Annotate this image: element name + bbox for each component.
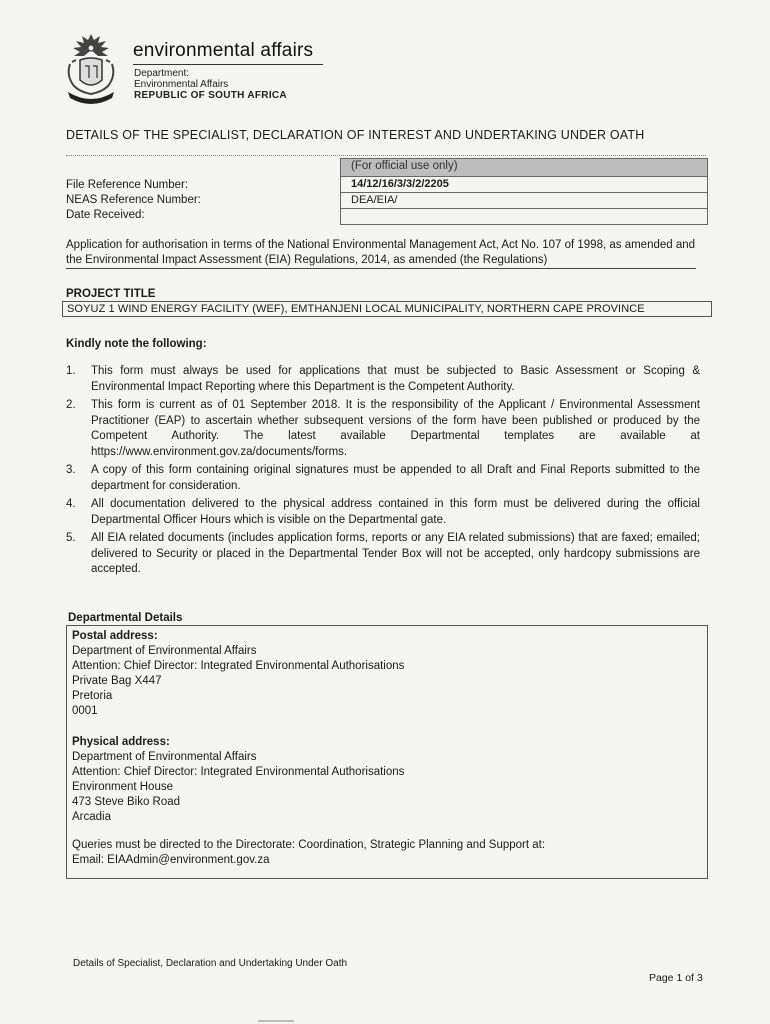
postal-line: Private Bag X447 <box>72 675 162 687</box>
date-received-label: Date Received: <box>66 209 145 221</box>
official-use-header: (For official use only) <box>341 159 707 176</box>
departmental-details-heading: Departmental Details <box>68 612 183 624</box>
page-number: Page 1 of 3 <box>649 972 703 984</box>
date-received-value <box>341 208 707 224</box>
postal-line: Department of Environmental Affairs <box>72 645 257 657</box>
postal-address-label: Postal address: <box>72 630 158 642</box>
postal-line: Attention: Chief Director: Integrated Environmental Authorisations <box>72 660 405 672</box>
contact-email: Email: EIAAdmin@environment.gov.za <box>72 854 270 866</box>
physical-line: 473 Steve Biko Road <box>72 796 181 808</box>
note-item: 1. This form must always be used for applications that must be subjected to Basic Assessment or Scoping & Environmental Impact Reporting where this Department is the Competent Authority. <box>66 365 700 393</box>
department-label: Department: <box>134 68 190 79</box>
project-title-value: SOYUZ 1 WIND ENERGY FACILITY (WEF), EMTHANJENI LOCAL MUNICIPALITY, NORTHERN CAPE PROVINCE <box>62 301 712 317</box>
application-statement: Application for authorisation in terms of the National Environmental Management Act, Act No. 107 of 1998, as amended and the Environmental Impact Assessment (EIA) Regulations, 2014, as amended (the Regulations) <box>66 239 696 266</box>
note-item: 2. This form is current as of 01 September 2018. It is the responsibility of the Applicant / Environmental Assessment Practitioner (EAP) to ascertain whether subsequent versions of the form have been published or produced by the Competent Authority. The latest available Departmental templates are available at https://www.environment.gov.za/documents/forms. <box>66 399 700 458</box>
brand-title: environmental affairs <box>133 40 314 61</box>
brand-divider <box>133 64 323 65</box>
note-item: 4. All documentation delivered to the physical address contained in this form must be delivered during the official Departmental Officer Hours which is visible on the Departmental gate. <box>66 498 700 526</box>
department-name: Environmental Affairs <box>134 79 229 90</box>
reference-labels <box>66 178 201 223</box>
queries-text: Queries must be directed to the Directorate: Coordination, Strategic Planning and Support at: <box>72 839 546 851</box>
file-reference-label: File Reference Number: <box>66 179 189 191</box>
application-divider <box>66 268 696 269</box>
physical-line: Attention: Chief Director: Integrated Environmental Authorisations <box>72 766 405 778</box>
physical-line: Environment House <box>72 781 173 793</box>
project-title-label: PROJECT TITLE <box>66 288 156 300</box>
postal-line: Pretoria <box>72 690 113 702</box>
footer-document-title: Details of Specialist, Declaration and Undertaking Under Oath <box>73 958 348 969</box>
departmental-details-box <box>66 625 708 879</box>
note-item: 3. A copy of this form containing original signatures must be appended to all Draft and Final Reports submitted to the department for consideration. <box>66 464 700 492</box>
document-heading: DETAILS OF THE SPECIALIST, DECLARATION OF INTEREST AND UNDERTAKING UNDER OATH <box>66 128 645 142</box>
note-item: 5. All EIA related documents (includes application forms, reports or any EIA related submissions) that are faxed; emailed; delivered to Security or placed in the Departmental Tender Box will not be accepted, only hardcopy submissions are accepted. <box>66 532 700 575</box>
physical-address-label: Physical address: <box>72 736 170 748</box>
scan-mark <box>258 1020 294 1022</box>
neas-reference-value: DEA/EIA/ <box>341 192 707 208</box>
physical-line: Department of Environmental Affairs <box>72 751 257 763</box>
file-reference-value: 14/12/16/3/3/2/2205 <box>341 176 707 192</box>
coat-of-arms-logo <box>58 30 124 108</box>
neas-reference-label: NEAS Reference Number: <box>66 194 201 206</box>
postal-line: 0001 <box>72 705 98 717</box>
notes-list <box>66 364 700 581</box>
heading-divider <box>66 155 706 156</box>
country-name: REPUBLIC OF SOUTH AFRICA <box>134 90 287 101</box>
physical-line: Arcadia <box>72 811 111 823</box>
notes-heading: Kindly note the following: <box>66 338 207 350</box>
official-use-box <box>340 158 708 225</box>
